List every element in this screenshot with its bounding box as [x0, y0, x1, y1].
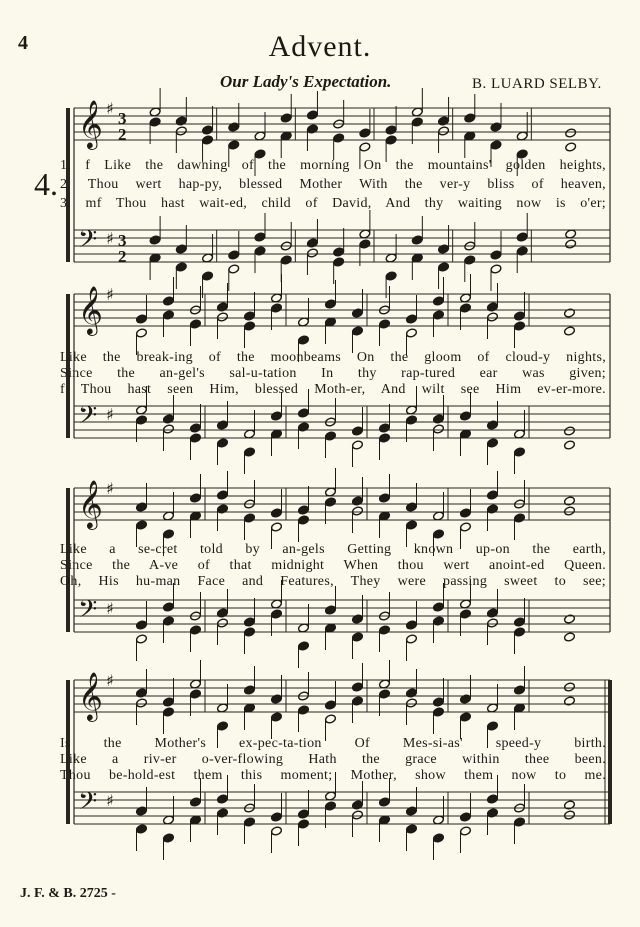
note-head	[136, 824, 148, 834]
note-head	[379, 319, 391, 329]
treble-clef-icon: 𝄞	[78, 99, 103, 148]
bass-clef-icon: 𝄢	[78, 595, 98, 630]
note-head	[325, 431, 337, 441]
note-head	[487, 490, 499, 500]
lyric-line-verse-3: Thou be-hold-est them this moment; Mother, show them now to me.	[60, 768, 606, 783]
time-signature-top: 3	[118, 109, 127, 128]
note-head	[406, 688, 418, 698]
note-head	[352, 326, 364, 336]
note-head	[217, 608, 229, 618]
note-head	[460, 609, 472, 619]
note-head	[228, 250, 240, 260]
lyric-line-verse-1: Is the Mother's ex-pec-ta-tion Of Mes-si-as' speed-y birth.	[60, 736, 606, 751]
note-head	[379, 423, 391, 433]
note-head	[433, 296, 445, 306]
note-head	[217, 312, 229, 322]
note-head	[163, 707, 175, 717]
note-head	[244, 513, 256, 523]
time-signature-bottom: 2	[118, 125, 127, 144]
note-head	[433, 707, 445, 717]
note-head	[487, 312, 499, 322]
publisher-footer: J. F. & B. 2725 -	[20, 886, 116, 901]
note-head	[244, 321, 256, 331]
note-head	[325, 497, 337, 507]
note-head	[280, 255, 292, 265]
note-head	[244, 447, 256, 457]
note-head	[202, 125, 214, 135]
note-head	[217, 420, 229, 430]
note-head	[565, 142, 577, 152]
note-head	[514, 617, 526, 627]
note-head	[280, 113, 292, 123]
note-head	[298, 809, 310, 819]
note-head	[565, 128, 577, 138]
note-head	[438, 116, 450, 126]
hymn-subtitle: Our Lady's Expectation.	[220, 72, 392, 91]
note-head	[385, 135, 397, 145]
note-head	[325, 801, 337, 811]
note-head	[307, 248, 319, 258]
note-head	[438, 262, 450, 272]
sharp-icon: ♯	[106, 229, 114, 248]
note-head	[136, 314, 148, 324]
note-head	[163, 602, 175, 612]
note-head	[163, 697, 175, 707]
note-head	[359, 142, 371, 152]
lyric-line-verse-1: 1. f Like the dawning of the morning On the mountains' golden heights,	[60, 158, 606, 173]
note-head	[244, 685, 256, 695]
note-head	[254, 232, 266, 242]
note-head	[333, 257, 345, 267]
note-head	[438, 126, 450, 136]
note-head	[438, 244, 450, 254]
note-head	[271, 303, 283, 313]
note-head	[352, 696, 364, 706]
note-head	[564, 496, 576, 506]
note-head	[460, 712, 472, 722]
bass-clef-icon: 𝄢	[78, 401, 98, 436]
note-head	[190, 433, 202, 443]
note-head	[433, 602, 445, 612]
note-head	[298, 819, 310, 829]
note-head	[514, 685, 526, 695]
note-head	[514, 817, 526, 827]
note-head	[352, 496, 364, 506]
hymn-number: 4.	[34, 166, 58, 202]
note-head	[359, 128, 371, 138]
music-system-3	[0, 480, 640, 650]
note-head	[514, 627, 526, 637]
note-head	[136, 620, 148, 630]
note-head	[175, 262, 187, 272]
note-head	[298, 505, 310, 515]
bass-clef-icon: 𝄢	[78, 787, 98, 822]
note-head	[217, 438, 229, 448]
note-head	[564, 810, 576, 820]
note-head	[487, 608, 499, 618]
note-head	[406, 328, 418, 338]
note-head	[136, 415, 148, 425]
note-head	[190, 493, 202, 503]
note-head	[411, 117, 423, 127]
note-head	[406, 520, 418, 530]
note-head	[406, 824, 418, 834]
note-head	[352, 440, 364, 450]
note-head	[163, 296, 175, 306]
note-head	[136, 502, 148, 512]
note-head	[163, 414, 175, 424]
note-head	[136, 520, 148, 530]
sharp-icon: ♯	[106, 405, 114, 424]
sharp-icon: ♯	[106, 671, 114, 690]
note-head	[298, 422, 310, 432]
note-head	[136, 688, 148, 698]
note-head	[163, 833, 175, 843]
note-head	[149, 235, 161, 245]
note-head	[325, 700, 337, 710]
note-head	[433, 414, 445, 424]
note-head	[271, 826, 283, 836]
sharp-icon: ♯	[106, 99, 114, 118]
note-head	[333, 133, 345, 143]
note-head	[333, 247, 345, 257]
hymn-title: Advent.	[268, 30, 372, 63]
note-head	[406, 806, 418, 816]
note-head	[217, 808, 229, 818]
note-head	[217, 794, 229, 804]
lyric-line-verse-1: Like the break-ing of the moonbeams On the gloom of cloud-y nights,	[60, 350, 606, 365]
note-head	[385, 271, 397, 281]
note-head	[385, 125, 397, 135]
lyric-line-verse-2: Since the A-ve of that midnight When thou wert anoint-ed Queen.	[60, 558, 606, 573]
note-head	[379, 493, 391, 503]
note-head	[136, 806, 148, 816]
note-head	[564, 614, 576, 624]
note-head	[307, 238, 319, 248]
note-head	[175, 244, 187, 254]
note-head	[487, 808, 499, 818]
note-head	[564, 326, 576, 336]
note-head	[202, 271, 214, 281]
note-head	[359, 239, 371, 249]
note-head	[460, 303, 472, 313]
note-head	[244, 311, 256, 321]
note-head	[217, 302, 229, 312]
note-head	[433, 697, 445, 707]
lyric-line-verse-3: 3. mf Thou hast wait-ed, child of David, And thy waiting now is o'er;	[60, 196, 606, 211]
time-signature-top: 3	[118, 231, 127, 250]
note-head	[271, 522, 283, 532]
sharp-icon: ♯	[106, 479, 114, 498]
note-head	[406, 502, 418, 512]
note-head	[460, 522, 472, 532]
note-head	[406, 698, 418, 708]
music-system-4	[0, 672, 640, 842]
treble-clef-icon: 𝄞	[78, 479, 103, 528]
note-head	[490, 264, 502, 274]
note-head	[487, 794, 499, 804]
lyric-line-verse-2: Since the an-gel's sal-u-tation In thy rap-tured ear was given;	[60, 366, 606, 381]
note-head	[175, 116, 187, 126]
note-head	[352, 632, 364, 642]
note-head	[271, 812, 283, 822]
note-head	[175, 126, 187, 136]
note-head	[487, 420, 499, 430]
note-head	[490, 122, 502, 132]
note-head	[487, 438, 499, 448]
lyric-line-verse-3: f Thou hast seen Him, blessed Moth-er, And wilt see Him ev-er-more.	[60, 382, 606, 397]
note-head	[379, 433, 391, 443]
note-head	[136, 634, 148, 644]
lyric-line-verse-2: Like a riv-er o-ver-flowing Hath the grace within thee been.	[60, 752, 606, 767]
treble-clef-icon: 𝄞	[78, 671, 103, 720]
note-head	[190, 423, 202, 433]
note-head	[298, 641, 310, 651]
note-head	[136, 698, 148, 708]
note-head	[514, 513, 526, 523]
note-head	[271, 609, 283, 619]
note-head	[514, 321, 526, 331]
note-head	[352, 810, 364, 820]
note-head	[433, 310, 445, 320]
note-head	[136, 328, 148, 338]
note-head	[271, 411, 283, 421]
note-head	[244, 627, 256, 637]
sharp-icon: ♯	[106, 285, 114, 304]
note-head	[564, 696, 576, 706]
note-head	[516, 232, 528, 242]
note-head	[406, 620, 418, 630]
time-signature-bottom: 2	[118, 247, 127, 266]
note-head	[564, 426, 576, 436]
page-number: 4	[18, 32, 28, 54]
note-head	[298, 335, 310, 345]
note-head	[564, 440, 576, 450]
lyric-line-verse-3: Oh, His hu-man Face and Features, They were passing sweet to see;	[60, 574, 606, 589]
note-head	[487, 721, 499, 731]
note-head	[433, 529, 445, 539]
note-head	[217, 504, 229, 514]
note-head	[244, 817, 256, 827]
note-head	[352, 426, 364, 436]
sharp-icon: ♯	[106, 791, 114, 810]
note-head	[271, 712, 283, 722]
note-head	[217, 618, 229, 628]
music-system-2	[0, 286, 640, 456]
note-head	[228, 122, 240, 132]
treble-clef-icon: 𝄞	[78, 285, 103, 334]
note-head	[460, 812, 472, 822]
note-head	[271, 508, 283, 518]
note-head	[411, 235, 423, 245]
note-head	[298, 515, 310, 525]
note-head	[352, 308, 364, 318]
note-head	[379, 689, 391, 699]
bass-clef-icon: 𝄢	[78, 225, 98, 260]
note-head	[217, 721, 229, 731]
note-head	[298, 408, 310, 418]
note-head	[406, 634, 418, 644]
note-head	[514, 447, 526, 457]
note-head	[163, 529, 175, 539]
note-head	[460, 826, 472, 836]
note-head	[325, 605, 337, 615]
note-head	[307, 110, 319, 120]
note-head	[460, 411, 472, 421]
note-head	[163, 616, 175, 626]
note-head	[487, 302, 499, 312]
note-head	[516, 246, 528, 256]
sharp-icon: ♯	[106, 599, 114, 618]
lyric-line-verse-2: 2. Thou wert hap-py, blessed Mother With the ver-y bliss of heaven,	[60, 177, 606, 192]
composer-name: B. LUARD SELBY.	[472, 76, 602, 92]
note-head	[352, 614, 364, 624]
note-head	[163, 310, 175, 320]
note-head	[228, 140, 240, 150]
note-head	[490, 140, 502, 150]
note-head	[564, 632, 576, 642]
note-head	[379, 797, 391, 807]
note-head	[254, 246, 266, 256]
note-head	[149, 117, 161, 127]
note-head	[190, 689, 202, 699]
note-head	[464, 255, 476, 265]
note-head	[464, 113, 476, 123]
note-head	[325, 299, 337, 309]
note-head	[460, 508, 472, 518]
note-head	[379, 625, 391, 635]
note-head	[202, 135, 214, 145]
note-head	[564, 506, 576, 516]
lyric-line-verse-1: Like a se-cret told by an-gels Getting known up-on the earth,	[60, 542, 606, 557]
note-head	[433, 833, 445, 843]
note-head	[352, 800, 364, 810]
note-head	[190, 625, 202, 635]
note-head	[565, 239, 577, 249]
note-head	[307, 124, 319, 134]
note-head	[514, 311, 526, 321]
note-head	[352, 506, 364, 516]
note-head	[564, 800, 576, 810]
note-head	[244, 617, 256, 627]
note-head	[325, 714, 337, 724]
note-head	[217, 490, 229, 500]
note-head	[564, 308, 576, 318]
note-head	[190, 797, 202, 807]
note-head	[228, 264, 240, 274]
note-head	[487, 504, 499, 514]
note-head	[352, 682, 364, 692]
note-head	[298, 705, 310, 715]
note-head	[406, 415, 418, 425]
note-head	[271, 694, 283, 704]
note-head	[433, 616, 445, 626]
music-system-1	[0, 100, 640, 270]
note-head	[163, 424, 175, 434]
note-head	[487, 618, 499, 628]
note-head	[433, 424, 445, 434]
note-head	[190, 319, 202, 329]
note-head	[490, 250, 502, 260]
note-head	[406, 314, 418, 324]
note-head	[564, 682, 576, 692]
note-head	[460, 694, 472, 704]
